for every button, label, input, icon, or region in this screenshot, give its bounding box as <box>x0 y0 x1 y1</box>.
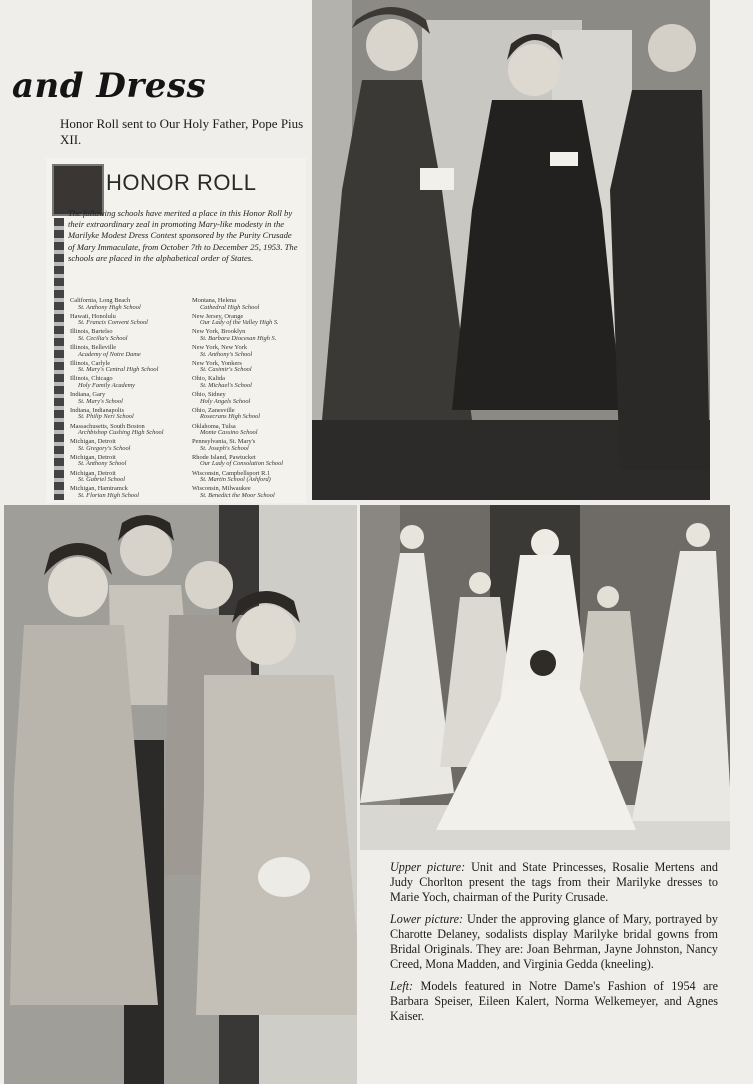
caption-lower <box>390 912 718 972</box>
honor-roll-entry <box>192 298 302 311</box>
honor-roll-school: St. Mary's School <box>78 397 123 405</box>
honor-roll-school: St. Gabriel School <box>78 476 126 484</box>
caption-left <box>390 979 718 1024</box>
honor-roll-school: St. Martin School (Ashford) <box>200 476 271 484</box>
honor-roll-entry <box>70 345 180 358</box>
honor-roll-school: St. Joseph's School <box>200 444 249 452</box>
honor-roll-place: Illinois, Carlyle <box>70 359 111 367</box>
honor-roll-place: Ohio, Zanesville <box>192 406 235 414</box>
honor-roll-entry <box>192 471 302 484</box>
honor-roll-entry <box>70 424 180 437</box>
honor-roll-entry <box>70 486 180 499</box>
captions-block <box>390 860 718 1031</box>
honor-roll-entry <box>70 471 180 484</box>
honor-roll-entry <box>192 424 302 437</box>
honor-roll-intro: The following schools have merited a place in this Honor Roll by their extraordinary zeal in promoting Mary-like modesty in the Marilyke Modest Dress Contest sponsored by the Purity Crusade of Mary Immaculate, from October 7th to December 25, 1953. The schools are placed in the alphabetical order of States. <box>68 208 298 263</box>
honor-roll-school: Cathedral High School <box>200 303 260 311</box>
honor-roll-place: New York, Brooklyn <box>192 328 246 336</box>
honor-roll-school: Our Lady of Consolation School <box>200 460 284 468</box>
honor-roll-place: Ohio, Kalida <box>192 375 226 383</box>
honor-roll-place: New Jersey, Orange <box>192 312 244 320</box>
honor-roll-entry <box>70 298 180 311</box>
honor-roll-place: Indiana, Indianapolis <box>70 406 124 414</box>
honor-roll-document <box>46 158 306 503</box>
caption-lower-text: Under the approving glance of Mary, portrayed by Charotte Delaney, sodalists display Marilyke bridal gowns from Bridal Originals. They are: Joan Behrman, Jayne Johnston, Nancy Creed, Mona Madden, and Virginia Gedda (kneeling). <box>390 912 718 971</box>
honor-roll-entry <box>192 376 302 389</box>
honor-roll-place: Illinois, Belleville <box>70 344 117 352</box>
honor-roll-entry <box>70 455 180 468</box>
honor-roll-place: Indiana, Gary <box>70 391 106 399</box>
honor-roll-entry <box>70 392 180 405</box>
honor-roll-place: Oklahoma, Tulsa <box>192 422 236 430</box>
caption-left-text: Models featured in Notre Dame's Fashion of 1954 are Barbara Speiser, Eileen Kalert, Norma Welkemeyer, and Agnes Kaiser. <box>390 979 718 1023</box>
honor-roll-place: Ohio, Sidney <box>192 391 226 399</box>
honor-roll-school: St. Anthony High School <box>78 303 141 311</box>
honor-roll-entry <box>192 314 302 327</box>
caption-left-lead: Left: <box>390 979 414 993</box>
honor-roll-title: HONOR ROLL <box>106 170 257 195</box>
caption-lower-lead: Lower picture: <box>390 912 464 926</box>
honor-roll-place: Illinois, Bartelso <box>70 328 113 336</box>
lower-left-photo <box>4 505 357 1084</box>
honor-roll-entry <box>70 361 180 374</box>
honor-roll-place: Michigan, Detroit <box>70 469 116 477</box>
honor-roll-school: St. Anthony School <box>78 460 127 468</box>
honor-roll-entry <box>70 314 180 327</box>
honor-roll-school: St. Casimir's School <box>200 366 252 374</box>
honor-roll-place: Pennsylvania, St. Mary's <box>192 438 256 446</box>
honor-roll-school: St. Florian High School <box>78 491 140 499</box>
honor-roll-subtitle: Honor Roll sent to Our Holy Father, Pope Pius XII. <box>60 116 304 147</box>
honor-roll-entry <box>70 376 180 389</box>
honor-roll-entry <box>192 439 302 452</box>
honor-roll-place: New York, New York <box>192 344 248 352</box>
honor-roll-place: New York, Yonkers <box>192 359 242 367</box>
honor-roll-school: Rosecrans High School <box>200 413 260 421</box>
honor-roll-entry <box>192 486 302 499</box>
honor-roll-entry <box>192 408 302 421</box>
honor-roll-entry <box>192 392 302 405</box>
honor-roll-school: Academy of Notre Dame <box>78 350 141 358</box>
honor-roll-school: St. Benedict the Moor School <box>200 491 275 499</box>
honor-roll-place: Massachusetts, South Boston <box>70 422 145 430</box>
honor-roll-place: Michigan, Detroit <box>70 453 116 461</box>
upper-photo <box>312 0 710 500</box>
honor-roll-place: Wisconsin, Campbellsport R.1 <box>192 469 271 477</box>
honor-roll-school: Monte Cassino School <box>200 429 258 437</box>
lower-right-photo <box>360 505 730 850</box>
honor-roll-school: St. Cecilia's School <box>78 334 128 342</box>
honor-roll-school: St. Gregory's School <box>78 444 131 452</box>
honor-roll-place: Wisconsin, Milwaukee <box>192 485 251 493</box>
honor-roll-entry <box>70 408 180 421</box>
decorative-border <box>54 218 64 500</box>
honor-roll-place: Illinois, Chicago <box>70 375 113 383</box>
caption-upper <box>390 860 718 905</box>
honor-roll-school: Holy Family Academy <box>78 382 136 390</box>
honor-roll-school: Our Lady of the Valley High S. <box>200 319 279 327</box>
honor-roll-school: Archbishop Cushing High School <box>78 429 164 437</box>
honor-roll-school: St. Francis Convent School <box>78 319 148 327</box>
honor-roll-entry <box>192 329 302 342</box>
caption-upper-text: Unit and State Princesses, Rosalie Mertens and Judy Chorlton present the tags from their Marilyke dresses to Marie Yoch, chairman of the Purity Crusade. <box>390 860 718 904</box>
honor-roll-place: Michigan, Detroit <box>70 438 116 446</box>
honor-roll-school: St. Philip Neri School <box>78 413 134 421</box>
honor-roll-place: Rhode Island, Pawtucket <box>192 453 256 461</box>
honor-roll-place: California, Long Beach <box>70 297 131 304</box>
section-heading: and Dress <box>12 66 207 106</box>
honor-roll-right-column <box>192 298 302 502</box>
honor-roll-school: St. Barbara Diocesan High S. <box>200 334 277 342</box>
honor-roll-school: St. Anthony's School <box>200 350 253 358</box>
honor-roll-entry <box>70 329 180 342</box>
honor-roll-school: St. Mary's Central High School <box>78 366 159 374</box>
honor-roll-place: Michigan, Hamtramck <box>70 485 128 493</box>
honor-roll-left-column <box>70 298 180 502</box>
honor-roll-place: Montana, Helena <box>192 297 237 304</box>
honor-roll-school: St. Michael's School <box>200 382 252 390</box>
honor-roll-entry <box>192 361 302 374</box>
honor-roll-entry <box>70 439 180 452</box>
honor-roll-entry <box>192 345 302 358</box>
honor-roll-place: Hawaii, Honolulu <box>70 312 116 320</box>
caption-upper-lead: Upper picture: <box>390 860 466 874</box>
honor-roll-school: Holy Angels School <box>200 397 251 405</box>
honor-roll-entry <box>192 455 302 468</box>
